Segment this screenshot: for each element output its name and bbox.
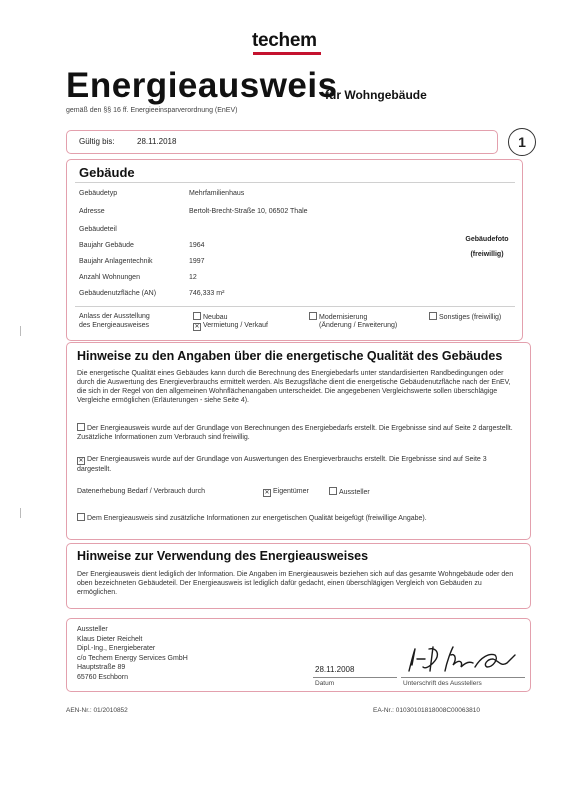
divider bbox=[75, 306, 515, 307]
validity-label: Gültig bis: bbox=[79, 137, 115, 146]
checkbox-unchecked-icon bbox=[77, 423, 85, 431]
issuer-line: Dipl.-Ing., Energieberater bbox=[77, 645, 156, 652]
checkbox-checked-icon: ✕ bbox=[194, 324, 200, 330]
issuer-line: Klaus Dieter Reichelt bbox=[77, 635, 143, 643]
row-label-build-year: Baujahr Gebäude bbox=[79, 242, 134, 249]
building-photo-placeholder bbox=[457, 232, 517, 262]
margin-mark bbox=[20, 326, 21, 336]
row-value-address: Bertolt-Brecht-Straße 10, 06502 Thale bbox=[189, 208, 308, 215]
building-section bbox=[66, 159, 523, 341]
row-value-build-year: 1964 bbox=[189, 242, 205, 249]
checkbox-label: Aussteller bbox=[339, 489, 370, 496]
row-label-floor-area: Gebäudenutzfläche (AN) bbox=[79, 290, 157, 297]
row-label-system-year: Baujahr Anlagentechnik bbox=[79, 258, 153, 265]
checkbox-unchecked-icon bbox=[429, 312, 437, 320]
page-number-badge: 1 bbox=[508, 128, 536, 156]
issuer-line: Aussteller bbox=[77, 626, 108, 633]
purpose-label-line-2: des Energieausweises bbox=[79, 322, 150, 329]
footer-ea-number: EA-Nr.: 01030101818008C00063810 bbox=[373, 707, 480, 714]
checkbox-label: Modernisierung bbox=[319, 314, 368, 321]
checkbox-unchecked-icon bbox=[329, 487, 337, 495]
row-label-building-type: Gebäudetyp bbox=[79, 190, 118, 197]
checkbox-unchecked-icon bbox=[77, 513, 85, 521]
usage-title: Hinweise zur Verwendung des Energieausweises bbox=[77, 549, 369, 563]
legal-basis: gemäß den §§ 16 ff. Energieeinsparverordnung (EnEV) bbox=[66, 107, 238, 114]
checkbox-unchecked-icon bbox=[193, 312, 201, 320]
issuer-address bbox=[77, 625, 188, 682]
purpose-other-checkbox[interactable] bbox=[429, 312, 501, 321]
row-value-floor-area: 746,333 m² bbox=[189, 290, 225, 297]
handwritten-signature bbox=[403, 641, 523, 677]
checkbox-checked-icon: ✕ bbox=[264, 490, 270, 496]
row-label-apartments: Anzahl Wohnungen bbox=[79, 274, 140, 281]
date-label: Datum bbox=[315, 680, 335, 687]
checkbox-label: Sonstiges (freiwillig) bbox=[439, 314, 502, 321]
data-issuer-checkbox[interactable] bbox=[329, 487, 370, 497]
photo-label: Gebäudefoto bbox=[465, 236, 509, 243]
data-collection-label: Datenerhebung Bedarf / Verbrauch durch bbox=[77, 488, 206, 495]
validity-box bbox=[66, 130, 498, 154]
option-demand-checkbox[interactable] bbox=[77, 423, 517, 442]
signature-label: Unterschrift des Ausstellers bbox=[403, 680, 482, 687]
option-consumption-text: Der Energieausweis wurde auf der Grundlage von Auswertungen des Energieverbrauchs erstellt. Die Ergebnisse sind auf Seite 3 dargestellt. bbox=[77, 456, 487, 473]
logo-underline bbox=[253, 52, 321, 55]
validity-value: 28.11.2018 bbox=[137, 137, 177, 146]
row-label-building-part: Gebäudeteil bbox=[79, 226, 117, 233]
issuer-line: Hauptstraße 89 bbox=[77, 664, 126, 671]
purpose-modernization-checkbox[interactable] bbox=[309, 312, 367, 321]
checkbox-checked-icon: ✕ bbox=[78, 458, 84, 464]
row-value-apartments: 12 bbox=[189, 274, 197, 281]
notes-intro: Die energetische Qualität eines Gebäudes kann durch die Berechnung des Energiebedarfs unter standardisierten Randbedingungen oder durch die Auswertung des Energieverbrauchs ermittelt werden. Als Bezugsfläche dient die energetische Gebäudenutzfläche nach der EnEV, die sich in der Regel von den allgemeinen Wohnflächenangaben unterscheidet. Die angegebenen Vergleichswerte sollen überschlägige Vergleiche ermöglichen (Erläuterungen - siehe Seite 4). bbox=[77, 370, 511, 404]
row-value-system-year: 1997 bbox=[189, 258, 205, 265]
footer-aen-number: AEN-Nr.: 01/2010852 bbox=[66, 707, 128, 714]
row-label-address: Adresse bbox=[79, 208, 105, 215]
option-demand-text: Der Energieausweis wurde auf der Grundlage von Berechnungen des Energiebedarfs erstellt. Die Ergebnisse sind auf Seite 2 dargestellt. Zusätzliche Informationen zum Verbrauch sind freiwillig. bbox=[77, 425, 513, 441]
extra-info-text: Dem Energieausweis sind zusätzliche Informationen zur energetischen Qualität beigefügt (freiwillige Angabe). bbox=[87, 515, 427, 522]
purpose-label bbox=[79, 312, 189, 330]
photo-optional-label: (freiwillig) bbox=[470, 251, 504, 258]
usage-notes-section bbox=[66, 543, 531, 609]
building-title: Gebäude bbox=[79, 165, 135, 180]
purpose-new-building-checkbox[interactable] bbox=[193, 312, 228, 321]
extra-info-checkbox[interactable] bbox=[77, 513, 517, 523]
date-line bbox=[313, 677, 397, 678]
checkbox-unchecked-icon bbox=[309, 312, 317, 320]
issuer-section bbox=[66, 618, 531, 692]
usage-text: Der Energieausweis dient lediglich der Information. Die Angaben im Energieausweis beziehen sich auf das gesamte Wohngebäude oder den oben bezeichneten Gebäudeteil. Der Energieausweis ist lediglich dafür gedacht, einen überschlägigen Vergleich von Gebäuden zu ermöglichen. bbox=[77, 571, 514, 596]
page-subtitle: für Wohngebäude bbox=[325, 88, 427, 102]
signature-line bbox=[401, 677, 525, 678]
divider bbox=[75, 182, 515, 183]
checkbox-label: Eigentümer bbox=[273, 488, 309, 495]
purpose-label-line-1: Anlass der Ausstellung bbox=[79, 313, 150, 320]
row-value-building-type: Mehrfamilienhaus bbox=[189, 190, 245, 197]
issuer-line: 65760 Eschborn bbox=[77, 673, 128, 681]
issuer-line: c/o Techem Energy Services GmbH bbox=[77, 654, 188, 662]
issue-date: 28.11.2008 bbox=[315, 665, 355, 674]
data-owner-checkbox[interactable] bbox=[263, 487, 309, 497]
purpose-modernization-sub-label: (Änderung / Erweiterung) bbox=[319, 322, 398, 329]
purpose-rent-sale-checkbox[interactable] bbox=[193, 322, 268, 331]
checkbox-label: Neubau bbox=[203, 314, 228, 321]
notes-title: Hinweise zu den Angaben über die energetische Qualität des Gebäudes bbox=[77, 349, 503, 363]
energy-quality-notes-section bbox=[66, 342, 531, 540]
checkbox-label: Vermietung / Verkauf bbox=[203, 322, 268, 329]
margin-mark bbox=[20, 508, 21, 518]
option-consumption-checkbox[interactable] bbox=[77, 455, 517, 474]
page-title: Energieausweis bbox=[66, 66, 338, 105]
techem-logo: techem bbox=[252, 30, 317, 51]
